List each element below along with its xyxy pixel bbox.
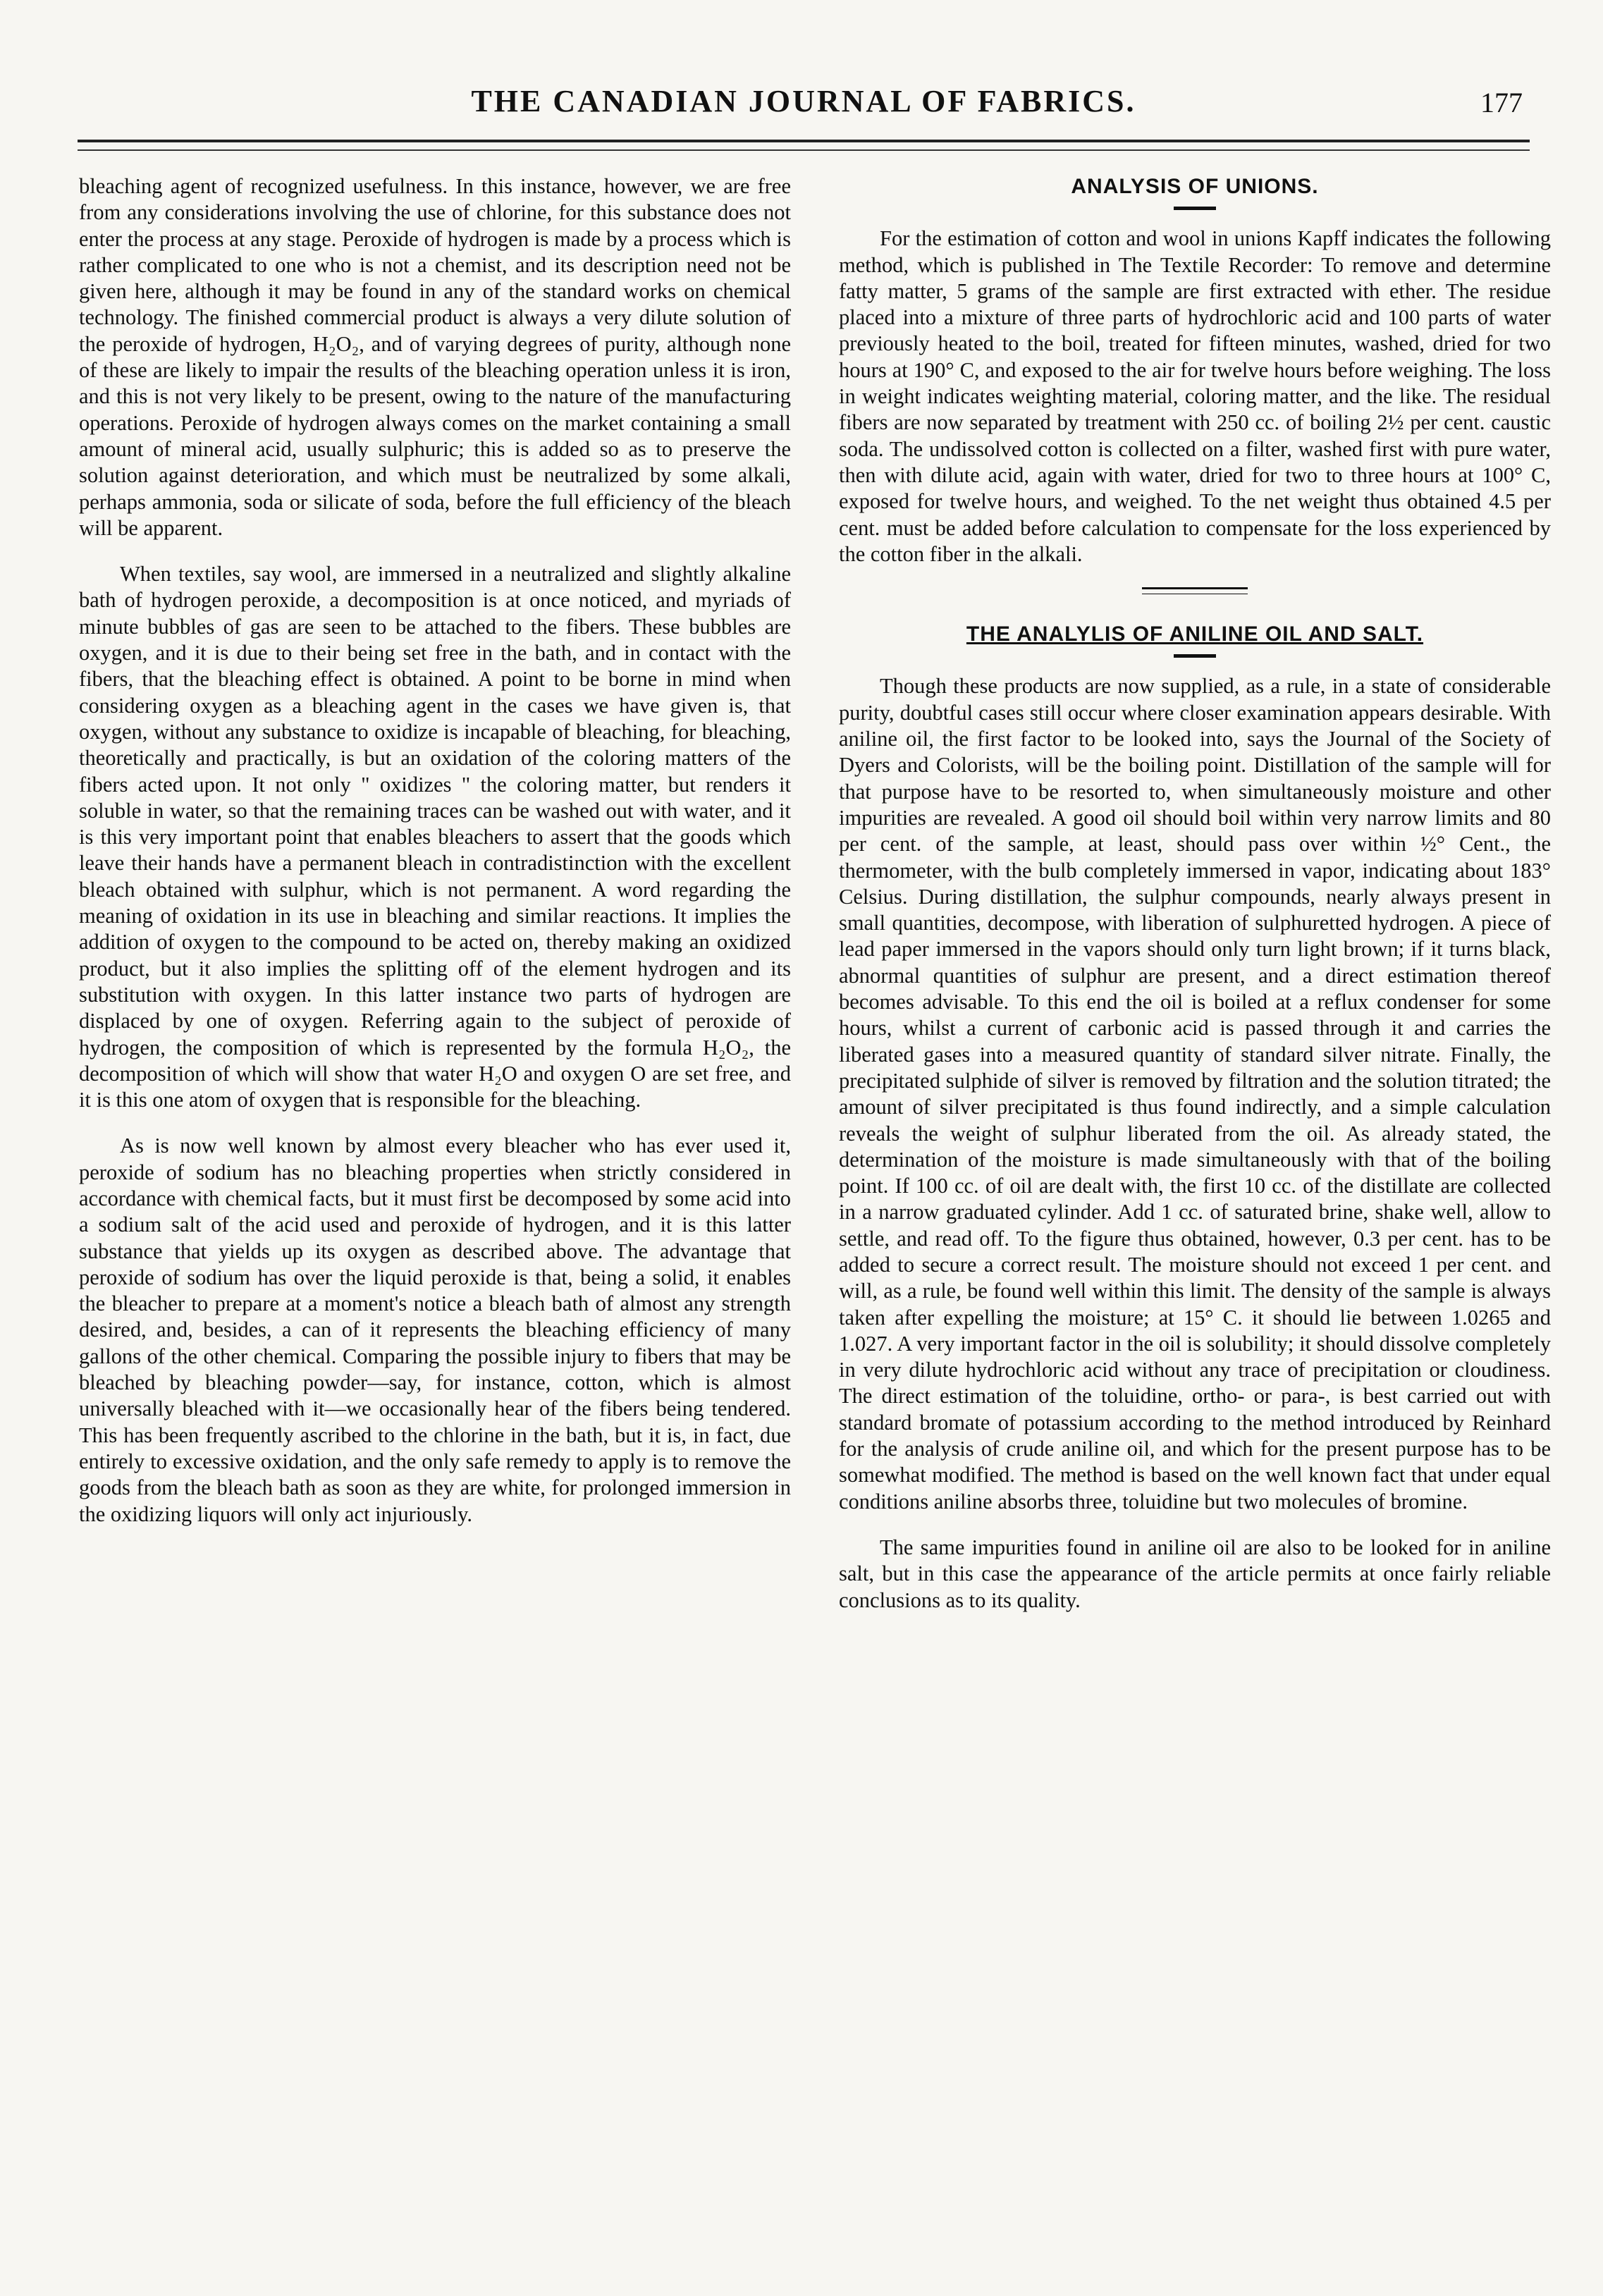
- paragraph: As is now well known by almost every bleacher who has ever used it, peroxide of sodium has no bleaching properties when strictly considered in accordance with chemical facts, but it must first be decomposed by some acid into a sodium salt of the acid used and peroxide of hydrogen, and it is this latter substance that yields up its oxygen as described above. The advantage that peroxide of sodium has over the liquid peroxide is that, being a solid, it enables the bleacher to prepare at a moment's notice a bleach bath of almost any strength desired, and, besides, a can of it represents the bleaching efficiency of many gallons of the other chemical. Comparing the possible injury to fibers that may be bleached by bleaching powder—say, for instance, cotton, which is almost universally bleached with it—we occasionally hear of the fibers being tendered. This has been frequently ascribed to the chlorine in the bath, but it is, in fact, due entirely to excessive oxidation, and the only safe remedy to apply is to remove the goods from the bleach bath as soon as they are white, for prolonged immersion in the oxidizing liquors will only act injuriously.: [79, 1134, 791, 1526]
- running-title: THE CANADIAN JOURNAL OF FABRICS.: [471, 84, 1136, 118]
- paragraph: Though these products are now supplied, as a rule, in a state of considerable purity, doubtful cases still occur where closer examination appears desirable. With aniline oil, the first factor to be looked into, says the Journal of the Society of Dyers and Colorists, will be the boiling point. Distillation of the sample will for that purpose have to be resorted to, when simultaneously moisture and other impurities are revealed. A good oil should boil within very narrow limits and 80 per cent. of the sample, at least, should pass over within ½° Cent., the thermometer, with the bulb completely immersed in vapor, indicating about 183° Celsius. During distillation, the sulphur compounds, nearly always present in small quantities, decompose, with liberation of sulphuretted hydrogen. A piece of lead paper immersed in the vapors should only turn light brown; if it turns black, abnormal quantities of sulphur are present, and a direct estimation thereof becomes advisable. To this end the oil is boiled at a reflux condenser for some hours, whilst a current of carbonic acid is passed through it and carries the liberated gases into a measured quantity of standard silver nitrate. Finally, the precipitated sulphide of silver is removed by filtration and the solution titrated; the amount of silver precipitated is thus found indirectly, and a simple calculation reveals the weight of sulphur liberated from the oil. As already stated, the determination of the moisture is made simultaneously with that of the boiling point. If 100 cc. of oil are dealt with, the first 10 cc. of the distillate are collected in a narrow graduated cylinder. Add 1 cc. of saturated brine, shake well, allow to settle, and read off. To the figure thus obtained, however, 0.3 per cent. has to be added to secure a correct result. The moisture should not exceed 1 per cent. and will, as a rule, be found well within this limit. The density of the sample is always taken after expelling the moisture; at 15° C. it should lie between 1.0265 and 1.027. A very important factor in the oil is solubility; it should dissolve completely in very dilute hydrochloric acid without any trace of precipitation or cloudiness. The direct estimation of the toluidine, ortho- or para-, is best carried out with standard bromate of potassium according to the method introduced by Reinhard for the analysis of crude aniline oil, and which for the present purpose has to be somewhat modified. The method is based on the well known fact that under equal conditions aniline absorbs three, toluidine but two molecules of bromine.: [839, 674, 1551, 1514]
- page-number: 177: [1480, 87, 1523, 118]
- section-heading: THE ANALYLIS OF ANILINE OIL AND SALT.: [966, 622, 1424, 646]
- heading-rule: [1174, 207, 1216, 210]
- section-separator: [1142, 587, 1248, 594]
- paragraph: When textiles, say wool, are immersed in a neutralized and slightly alkaline bath of hydrogen peroxide, a decomposition is at once noticed, and myriads of minute bubbles of gas are seen to be attached to the fibers. These bubbles are oxygen, and it is due to their being set free in the bath, and in contact with the fibers, that the bleaching effect is obtained. A point to be borne in mind when considering oxygen as a bleaching agent in the cases we have given is, that oxygen, without any substance to oxidize is incapable of bleaching, for bleaching, theoretically and practically, is but an oxidation of the coloring matters of the fibers acted upon. It not only " oxidizes " the coloring matter, but renders it soluble in water, so that the remaining traces can be washed out with water, and it is this very important point that enables bleachers to assert that the goods which leave their hands have a permanent bleach in contradistinction with the excellent bleach obtained with sulphur, which is not permanent. A word regarding the meaning of oxidation in its use in bleaching and similar reactions. It implies the addition of oxygen to the compound to be acted on, thereby making an oxidized product, but it also implies the splitting off of the element hydrogen and its substitution with oxygen. In this latter instance two parts of hydrogen are displaced by one of oxygen. Referring again to the subject of peroxide of hydrogen, the composition of which is represented by the formula H₂O₂, the decomposition of which will show that water H₂O and oxygen O are set free, and it is this one atom of oxygen that is responsible for the bleaching.: [79, 562, 791, 1112]
- heading-rule: [1174, 654, 1216, 658]
- paragraph: The same impurities found in aniline oil are also to be looked for in aniline salt, but in this case the appearance of the article permits at once fairly reliable conclusions as to its quality.: [839, 1535, 1551, 1612]
- header-rule: [78, 140, 1530, 151]
- left-column: [79, 173, 791, 1547]
- paragraph: For the estimation of cotton and wool in unions Kapff indicates the following method, which is published in The Textile Recorder: To remove and determine fatty matter, 5 grams of the sample are first extracted with ether. The residue placed into a mixture of three parts of hydrochloric acid and 100 parts of water previously heated to the boil, treated for fifteen minutes, washed, dried for two hours at 190° C, and exposed to the air for twelve hours before weighing. The loss in weight indicates weighting material, coloring matter, and the like. The residual fibers are now separated by treatment with 250 cc. of boiling 2½ per cent. caustic soda. The undissolved cotton is collected on a filter, washed first with pure water, then with dilute acid, again with water, dried for two to three hours at 100° C, exposed for twelve hours, and weighed. To the net weight thus obtained 4.5 per cent. must be added before calculation to compensate for the loss experienced by the cotton fiber in the alkali.: [839, 226, 1551, 566]
- section-heading: ANALYSIS OF UNIONS.: [1071, 175, 1319, 198]
- paragraph: bleaching agent of recognized usefulness. In this instance, however, we are free from any considerations involving the use of chlorine, for this substance does not enter the process at any stage. Peroxide of hydrogen is made by a process which is rather complicated to one who is not a chemist, and its description need not be given here, although it may be found in any of the standard works on chemical technology. The finished commercial product is always a very dilute solution of the peroxide of hydrogen, H₂O₂, and of varying degrees of purity, although none of these are likely to impair the results of the bleaching operation unless it is iron, and this is not very likely to be present, owing to the nature of the manufacturing operations. Peroxide of hydrogen always comes on the market containing a small amount of mineral acid, usually sulphuric; this is added so as to preserve the solution against deterioration, and which must be neutralized by some alkali, perhaps ammonia, soda or silicate of soda, before the full efficiency of the bleach will be apparent.: [79, 174, 791, 540]
- page-header: [85, 83, 1523, 133]
- right-column: [839, 173, 1551, 1633]
